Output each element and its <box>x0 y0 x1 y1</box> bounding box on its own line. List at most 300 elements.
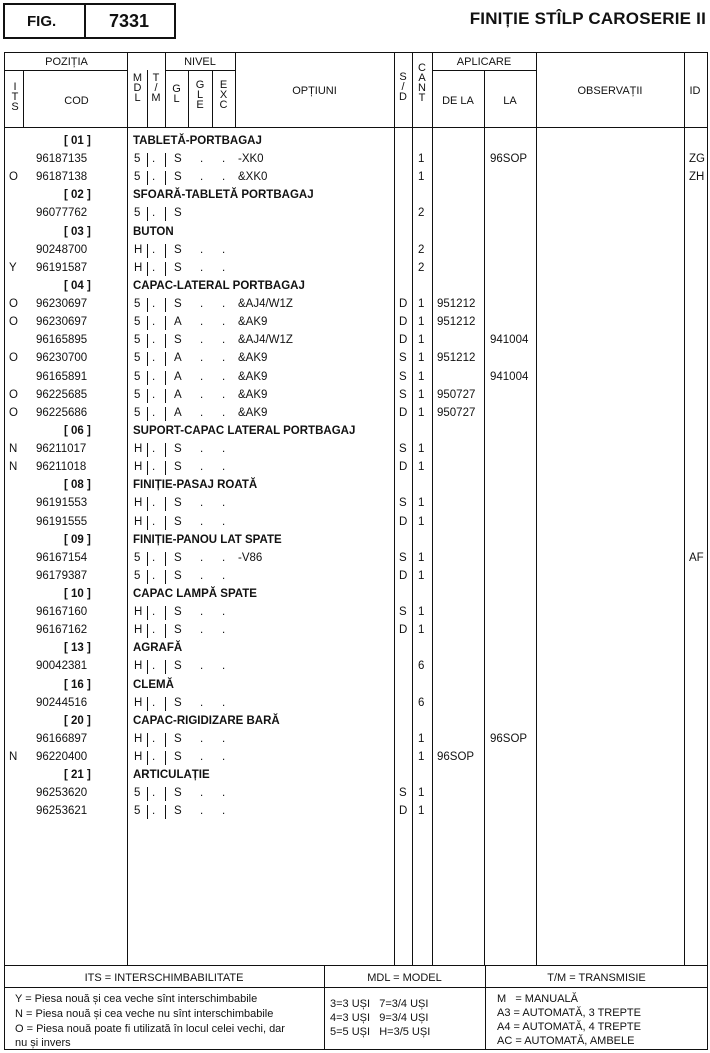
row-gle: . <box>200 352 204 365</box>
row-exc: . <box>222 787 226 800</box>
row-options: &AK9 <box>238 388 268 401</box>
row-gl: A <box>174 388 182 401</box>
legend-mdl-title: MDL = MODEL <box>367 972 442 984</box>
row-its: O <box>9 352 18 365</box>
row-exc: . <box>222 171 226 184</box>
legend-tm-line: A3 = AUTOMATĂ, 3 TREPTE <box>497 1007 641 1019</box>
row-options: &AJ4/W1Z <box>238 334 293 347</box>
cell-separator <box>147 805 148 819</box>
row-gle: . <box>200 624 204 637</box>
row-gle: . <box>200 334 204 347</box>
row-gl: S <box>174 298 182 311</box>
cell-separator <box>147 751 148 765</box>
row-options: &AK9 <box>238 406 268 419</box>
cell-separator <box>165 171 166 185</box>
row-code: 96230697 <box>36 298 88 311</box>
row-exc: . <box>222 352 226 365</box>
row-tm: . <box>152 207 156 220</box>
row-from: 96SOP <box>437 751 475 764</box>
row-mdl: H <box>134 696 143 709</box>
row-gle: . <box>200 696 204 709</box>
row-quantity: 1 <box>418 606 425 619</box>
cell-separator <box>165 262 166 276</box>
row-gl: S <box>174 207 182 220</box>
legend-tm-line: A4 = AUTOMATĂ, 4 TREPTE <box>497 1021 641 1033</box>
row-quantity: 2 <box>418 207 425 220</box>
row-tm: . <box>152 497 156 510</box>
row-from: 951212 <box>437 298 476 311</box>
row-id: ZG <box>689 153 705 166</box>
row-to: 96SOP <box>490 732 528 745</box>
row-tm: . <box>152 316 156 329</box>
cell-separator <box>147 697 148 711</box>
row-sd: D <box>399 805 408 818</box>
col-its: I T S <box>11 81 19 113</box>
cell-separator <box>147 207 148 221</box>
row-exc: . <box>222 461 226 474</box>
row-gle: . <box>200 388 204 401</box>
col-aplicare: APLICARE <box>456 56 512 68</box>
row-gl: S <box>174 805 182 818</box>
col-la: LA <box>503 95 517 107</box>
row-gl: S <box>174 443 182 456</box>
cell-separator <box>165 624 166 638</box>
col-dela: DE LA <box>442 95 474 107</box>
col-tm: T / M <box>151 72 161 104</box>
row-its: O <box>9 388 18 401</box>
cell-separator <box>147 516 148 530</box>
legend-its-line: Y = Piesa nouă și cea veche sînt interschimbabile <box>15 993 258 1005</box>
col-gle: G L E <box>195 79 205 111</box>
cell-separator <box>147 552 148 566</box>
row-quantity: 6 <box>418 660 425 673</box>
row-gl: S <box>174 261 182 274</box>
row-mdl: 5 <box>134 153 141 166</box>
row-gle: . <box>200 443 204 456</box>
row-quantity: 1 <box>418 388 425 401</box>
row-code: 96253620 <box>36 787 88 800</box>
row-tm: . <box>152 515 156 528</box>
row-its: N <box>9 443 18 456</box>
row-from: 950727 <box>437 388 476 401</box>
row-quantity: 1 <box>418 298 425 311</box>
row-tm: . <box>152 787 156 800</box>
cell-separator <box>147 153 148 167</box>
row-gl: S <box>174 497 182 510</box>
row-exc: . <box>222 751 226 764</box>
row-sd: D <box>399 298 408 311</box>
cell-separator <box>147 624 148 638</box>
row-exc: . <box>222 497 226 510</box>
row-exc: . <box>222 551 226 564</box>
group-position: [ 10 ] <box>64 588 91 600</box>
row-sd: S <box>399 497 407 510</box>
row-its: N <box>9 461 18 474</box>
row-gl: S <box>174 515 182 528</box>
row-mdl: H <box>134 243 143 256</box>
row-gl: A <box>174 370 182 383</box>
row-mdl: H <box>134 261 143 274</box>
row-gle: . <box>200 153 204 166</box>
row-its: O <box>9 298 18 311</box>
row-tm: . <box>152 406 156 419</box>
row-code: 96167162 <box>36 624 88 637</box>
row-code: 96077762 <box>36 207 88 220</box>
row-mdl: 5 <box>134 316 141 329</box>
cell-separator <box>165 497 166 511</box>
row-tm: . <box>152 370 156 383</box>
cell-separator <box>147 787 148 801</box>
row-tm: . <box>152 334 156 347</box>
cell-separator <box>147 244 148 258</box>
row-gl: S <box>174 751 182 764</box>
row-code: 96167160 <box>36 606 88 619</box>
row-gle: . <box>200 805 204 818</box>
group-position: [ 16 ] <box>64 678 91 691</box>
row-quantity: 6 <box>418 696 425 709</box>
row-tm: . <box>152 551 156 564</box>
row-mdl: H <box>134 732 143 745</box>
row-quantity: 1 <box>418 751 425 764</box>
group-name: ARTICULAȚIE <box>133 769 210 782</box>
row-gle: . <box>200 515 204 528</box>
cell-separator <box>165 570 166 584</box>
group-position: [ 13 ] <box>64 642 91 655</box>
row-mdl: 5 <box>134 298 141 311</box>
legend-mdl-line: 5=5 UȘI H=3/5 UȘI <box>330 1026 431 1038</box>
cell-separator <box>147 660 148 674</box>
cell-separator <box>147 298 148 312</box>
cell-separator <box>147 606 148 620</box>
row-quantity: 1 <box>418 787 425 800</box>
col-sd: S / D <box>399 71 407 103</box>
cell-separator <box>165 660 166 674</box>
row-gle: . <box>200 298 204 311</box>
row-code: 96191555 <box>36 515 88 528</box>
row-gl: S <box>174 787 182 800</box>
row-quantity: 1 <box>418 461 425 474</box>
row-exc: . <box>222 370 226 383</box>
cell-separator <box>165 751 166 765</box>
cell-separator <box>147 461 148 475</box>
row-code: 96211018 <box>36 461 87 474</box>
col-optiuni: OPȚIUNI <box>292 85 337 97</box>
group-name: CAPAC-RIGIDIZARE BARĂ <box>133 714 280 727</box>
group-position: [ 02 ] <box>64 189 91 202</box>
row-code: 96253621 <box>36 805 88 818</box>
row-mdl: 5 <box>134 787 141 800</box>
page-title: FINIȚIE STÎLP CAROSERIE II <box>469 9 706 28</box>
col-nivel: NIVEL <box>184 56 216 68</box>
row-its: O <box>9 316 18 329</box>
row-mdl: H <box>134 606 143 619</box>
row-mdl: H <box>134 751 143 764</box>
row-gle: . <box>200 316 204 329</box>
row-mdl: 5 <box>134 370 141 383</box>
row-exc: . <box>222 805 226 818</box>
row-exc: . <box>222 298 226 311</box>
row-gl: S <box>174 551 182 564</box>
row-gl: S <box>174 243 182 256</box>
row-mdl: 5 <box>134 406 141 419</box>
row-exc: . <box>222 443 226 456</box>
row-sd: D <box>399 569 408 582</box>
cell-separator <box>165 787 166 801</box>
row-mdl: H <box>134 497 143 510</box>
group-name: AGRAFĂ <box>133 642 183 655</box>
row-code: 90042381 <box>36 660 88 673</box>
cell-separator <box>165 733 166 747</box>
row-its: Y <box>9 261 17 274</box>
cell-separator <box>147 497 148 511</box>
cell-separator <box>165 443 166 457</box>
cell-separator <box>147 407 148 421</box>
row-quantity: 1 <box>418 406 425 419</box>
row-quantity: 1 <box>418 551 425 564</box>
row-gl: A <box>174 352 182 365</box>
row-exc: . <box>222 696 226 709</box>
group-position: [ 06 ] <box>64 424 91 437</box>
row-quantity: 1 <box>418 316 425 329</box>
row-tm: . <box>152 388 156 401</box>
row-its: N <box>9 751 18 764</box>
cell-separator <box>165 207 166 221</box>
row-exc: . <box>222 569 226 582</box>
group-name: CAPAC LAMPĂ SPATE <box>133 588 257 600</box>
row-code: 96166897 <box>36 732 88 745</box>
row-sd: S <box>399 370 407 383</box>
row-sd: S <box>399 787 407 800</box>
row-tm: . <box>152 443 156 456</box>
row-gle: . <box>200 551 204 564</box>
cell-separator <box>147 570 148 584</box>
row-quantity: 1 <box>418 352 425 365</box>
row-gle: . <box>200 171 204 184</box>
cell-separator <box>165 244 166 258</box>
row-mdl: 5 <box>134 352 141 365</box>
row-gle: . <box>200 243 204 256</box>
row-options: -XK0 <box>238 153 264 166</box>
row-exc: . <box>222 732 226 745</box>
row-mdl: H <box>134 443 143 456</box>
row-code: 96230697 <box>36 316 88 329</box>
row-code: 96165891 <box>36 370 88 383</box>
group-position: [ 03 ] <box>64 225 91 238</box>
row-exc: . <box>222 153 226 166</box>
cell-separator <box>165 334 166 348</box>
col-id: ID <box>689 85 701 97</box>
row-options: &AK9 <box>238 352 268 365</box>
cell-separator <box>165 552 166 566</box>
row-gle: . <box>200 569 204 582</box>
legend-its-line: O = Piesa nouă poate fi utilizată în locul celei vechi, dar <box>15 1023 285 1035</box>
col-observatii: OBSERVAȚII <box>577 85 643 97</box>
row-gle: . <box>200 406 204 419</box>
cell-separator <box>165 316 166 330</box>
group-name: SUPORT-CAPAC LATERAL PORTBAGAJ <box>133 424 356 437</box>
cell-separator <box>165 153 166 167</box>
row-to: 941004 <box>490 334 529 347</box>
row-mdl: 5 <box>134 334 141 347</box>
row-gl: S <box>174 569 182 582</box>
row-to: 96SOP <box>490 153 528 166</box>
group-position: [ 09 ] <box>64 533 91 546</box>
row-gl: S <box>174 171 182 184</box>
row-exc: . <box>222 515 226 528</box>
row-gle: . <box>200 787 204 800</box>
row-quantity: 1 <box>418 515 425 528</box>
row-quantity: 1 <box>418 569 425 582</box>
row-sd: S <box>399 606 407 619</box>
row-quantity: 1 <box>418 443 425 456</box>
row-exc: . <box>222 243 226 256</box>
legend-mdl-line: 4=3 UȘI 9=3/4 UȘI <box>330 1012 429 1024</box>
row-quantity: 1 <box>418 732 425 745</box>
row-tm: . <box>152 751 156 764</box>
row-its: O <box>9 171 18 184</box>
col-cant: C A N T <box>418 62 426 104</box>
cell-separator <box>147 352 148 366</box>
row-quantity: 1 <box>418 805 425 818</box>
legend-mdl-line: 3=3 UȘI 7=3/4 UȘI <box>330 998 429 1010</box>
col-exc: E X C <box>219 79 228 111</box>
figure-label: FIG. <box>27 13 57 30</box>
row-sd: S <box>399 551 407 564</box>
row-code: 96211017 <box>36 443 87 456</box>
row-code: 96220400 <box>36 751 88 764</box>
row-mdl: 5 <box>134 569 141 582</box>
row-gl: A <box>174 406 182 419</box>
row-code: 96187138 <box>36 171 88 184</box>
row-from: 951212 <box>437 352 476 365</box>
row-quantity: 2 <box>418 243 425 256</box>
row-gle: . <box>200 370 204 383</box>
parts-table <box>4 52 708 1050</box>
group-name: SFOARĂ-TABLETĂ PORTBAGAJ <box>133 189 314 202</box>
legend-its-line: N = Piesa nouă și cea veche nu sînt interschimbabile <box>15 1008 274 1020</box>
row-code: 96191553 <box>36 497 88 510</box>
row-gle: . <box>200 660 204 673</box>
row-exc: . <box>222 606 226 619</box>
row-code: 90248700 <box>36 243 88 256</box>
row-tm: . <box>152 696 156 709</box>
col-cod: COD <box>64 95 89 107</box>
legend-tm-line: M = MANUALĂ <box>497 993 578 1005</box>
row-gl: S <box>174 732 182 745</box>
cell-separator <box>147 371 148 385</box>
row-gle: . <box>200 261 204 274</box>
cell-separator <box>165 407 166 421</box>
cell-separator <box>147 733 148 747</box>
row-gl: S <box>174 660 182 673</box>
cell-separator <box>147 262 148 276</box>
group-position: [ 08 ] <box>64 479 91 492</box>
row-code: 96191587 <box>36 261 88 274</box>
row-mdl: 5 <box>134 388 141 401</box>
row-gl: S <box>174 696 182 709</box>
row-tm: . <box>152 569 156 582</box>
row-mdl: H <box>134 461 143 474</box>
cell-separator <box>165 298 166 312</box>
row-gle: . <box>200 497 204 510</box>
row-tm: . <box>152 732 156 745</box>
row-to: 941004 <box>490 370 529 383</box>
group-name: FINIȚIE-PANOU LAT SPATE <box>133 533 282 546</box>
row-gl: S <box>174 624 182 637</box>
row-tm: . <box>152 461 156 474</box>
cell-separator <box>165 352 166 366</box>
row-mdl: 5 <box>134 805 141 818</box>
group-position: [ 01 ] <box>64 135 91 147</box>
row-quantity: 1 <box>418 624 425 637</box>
group-name: TABLETĂ-PORTBAGAJ <box>133 135 262 147</box>
row-quantity: 1 <box>418 334 425 347</box>
group-position: [ 21 ] <box>64 769 91 782</box>
row-gle: . <box>200 751 204 764</box>
row-code: 96165895 <box>36 334 88 347</box>
row-sd: D <box>399 334 408 347</box>
row-gl: S <box>174 334 182 347</box>
group-position: [ 20 ] <box>64 714 91 727</box>
row-code: 96225685 <box>36 388 88 401</box>
row-exc: . <box>222 624 226 637</box>
row-its: O <box>9 406 18 419</box>
legend-its-title: ITS = INTERSCHIMBABILITATE <box>84 972 244 984</box>
group-name: BUTON <box>133 225 174 238</box>
row-mdl: 5 <box>134 207 141 220</box>
row-gl: S <box>174 153 182 166</box>
legend-its-line: nu și invers <box>15 1037 71 1049</box>
row-exc: . <box>222 261 226 274</box>
row-tm: . <box>152 261 156 274</box>
row-tm: . <box>152 606 156 619</box>
cell-separator <box>165 371 166 385</box>
row-sd: D <box>399 316 408 329</box>
row-exc: . <box>222 316 226 329</box>
row-tm: . <box>152 660 156 673</box>
row-code: 90244516 <box>36 696 88 709</box>
row-exc: . <box>222 388 226 401</box>
col-gl: G L <box>172 83 181 105</box>
row-code: 96230700 <box>36 352 88 365</box>
row-options: -V86 <box>238 551 263 564</box>
row-gle: . <box>200 606 204 619</box>
cell-separator <box>147 316 148 330</box>
row-mdl: H <box>134 515 143 528</box>
row-mdl: 5 <box>134 551 141 564</box>
row-options: &AJ4/W1Z <box>238 298 293 311</box>
row-exc: . <box>222 660 226 673</box>
row-id: ZH <box>689 171 705 184</box>
row-quantity: 1 <box>418 497 425 510</box>
cell-separator <box>165 697 166 711</box>
row-gle: . <box>200 732 204 745</box>
row-gl: S <box>174 461 182 474</box>
row-tm: . <box>152 171 156 184</box>
cell-separator <box>147 171 148 185</box>
row-gl: S <box>174 606 182 619</box>
row-id: AF <box>689 551 704 564</box>
row-options: &XK0 <box>238 171 268 184</box>
row-code: 96225686 <box>36 406 88 419</box>
row-gl: A <box>174 316 182 329</box>
row-options: &AK9 <box>238 316 268 329</box>
row-sd: D <box>399 624 408 637</box>
group-name: CAPAC-LATERAL PORTBAGAJ <box>133 279 305 292</box>
row-tm: . <box>152 298 156 311</box>
legend-tm-title: T/M = TRANSMISIE <box>547 972 646 984</box>
row-tm: . <box>152 624 156 637</box>
